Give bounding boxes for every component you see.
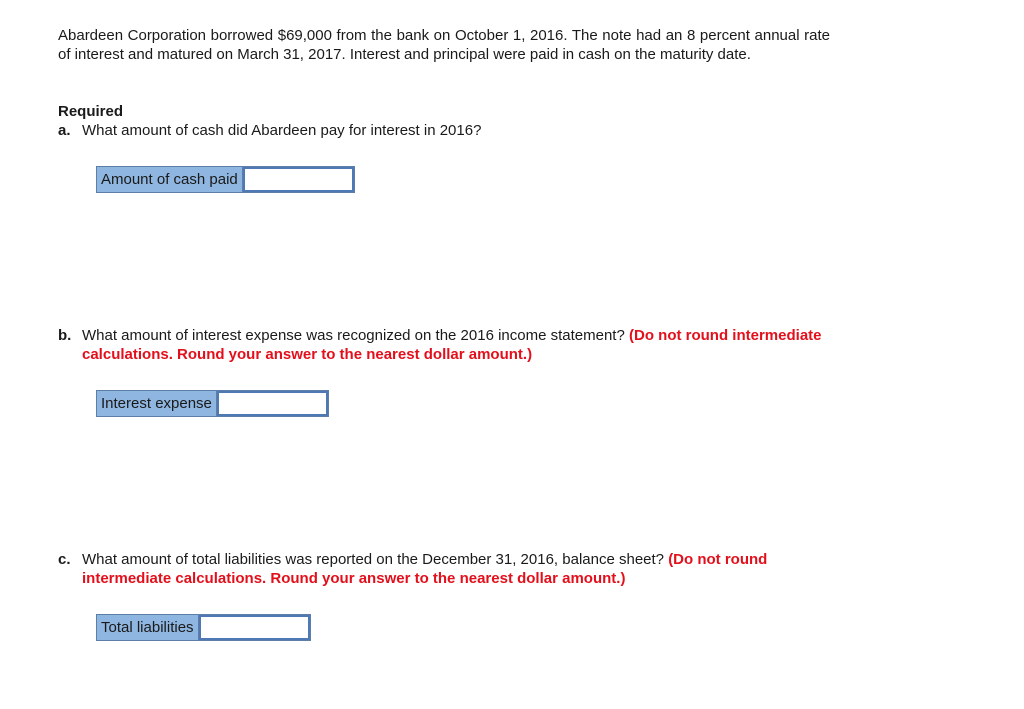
answer-label: Amount of cash paid — [97, 167, 243, 192]
answer-row-total-liabilities — [96, 614, 311, 641]
question-text — [82, 121, 838, 140]
answer-row-cash-paid — [96, 166, 355, 193]
question-c — [58, 550, 838, 588]
answer-label: Total liabilities — [97, 615, 199, 640]
question-letter: c. — [58, 551, 71, 568]
total-liabilities-input[interactable] — [199, 615, 310, 640]
question-b — [58, 326, 838, 364]
rounding-instruction: (Do not round intermediate calculations. Round your answer to the nearest dollar amount.) — [82, 327, 822, 363]
question-letter: b. — [58, 327, 72, 344]
question-letter: a. — [58, 122, 71, 139]
problem-statement: Abardeen Corporation borrowed $69,000 from the bank on October 1, 2016. The note had an 8 percent annual rate of interest and matured on March 31, 2017. Interest and principal were paid in cash on the maturity date. — [58, 27, 830, 63]
question-text — [82, 550, 838, 588]
question-a — [58, 121, 838, 140]
amount-of-cash-paid-input[interactable] — [243, 167, 354, 192]
question-text — [82, 326, 838, 364]
interest-expense-input[interactable] — [217, 391, 328, 416]
question-prompt: What amount of cash did Abardeen pay for interest in 2016? — [82, 122, 482, 139]
answer-cell — [243, 167, 354, 192]
rounding-instruction: (Do not round intermediate calculations. Round your answer to the nearest dollar amount.) — [82, 551, 768, 587]
question-prompt: What amount of interest expense was recognized on the 2016 income statement? — [82, 327, 625, 344]
answer-cell — [199, 615, 310, 640]
answer-row-interest-expense — [96, 390, 329, 417]
answer-cell — [217, 391, 328, 416]
required-heading: Required — [58, 103, 124, 120]
question-prompt: What amount of total liabilities was reported on the December 31, 2016, balance sheet? — [82, 551, 665, 568]
answer-label: Interest expense — [97, 391, 217, 416]
